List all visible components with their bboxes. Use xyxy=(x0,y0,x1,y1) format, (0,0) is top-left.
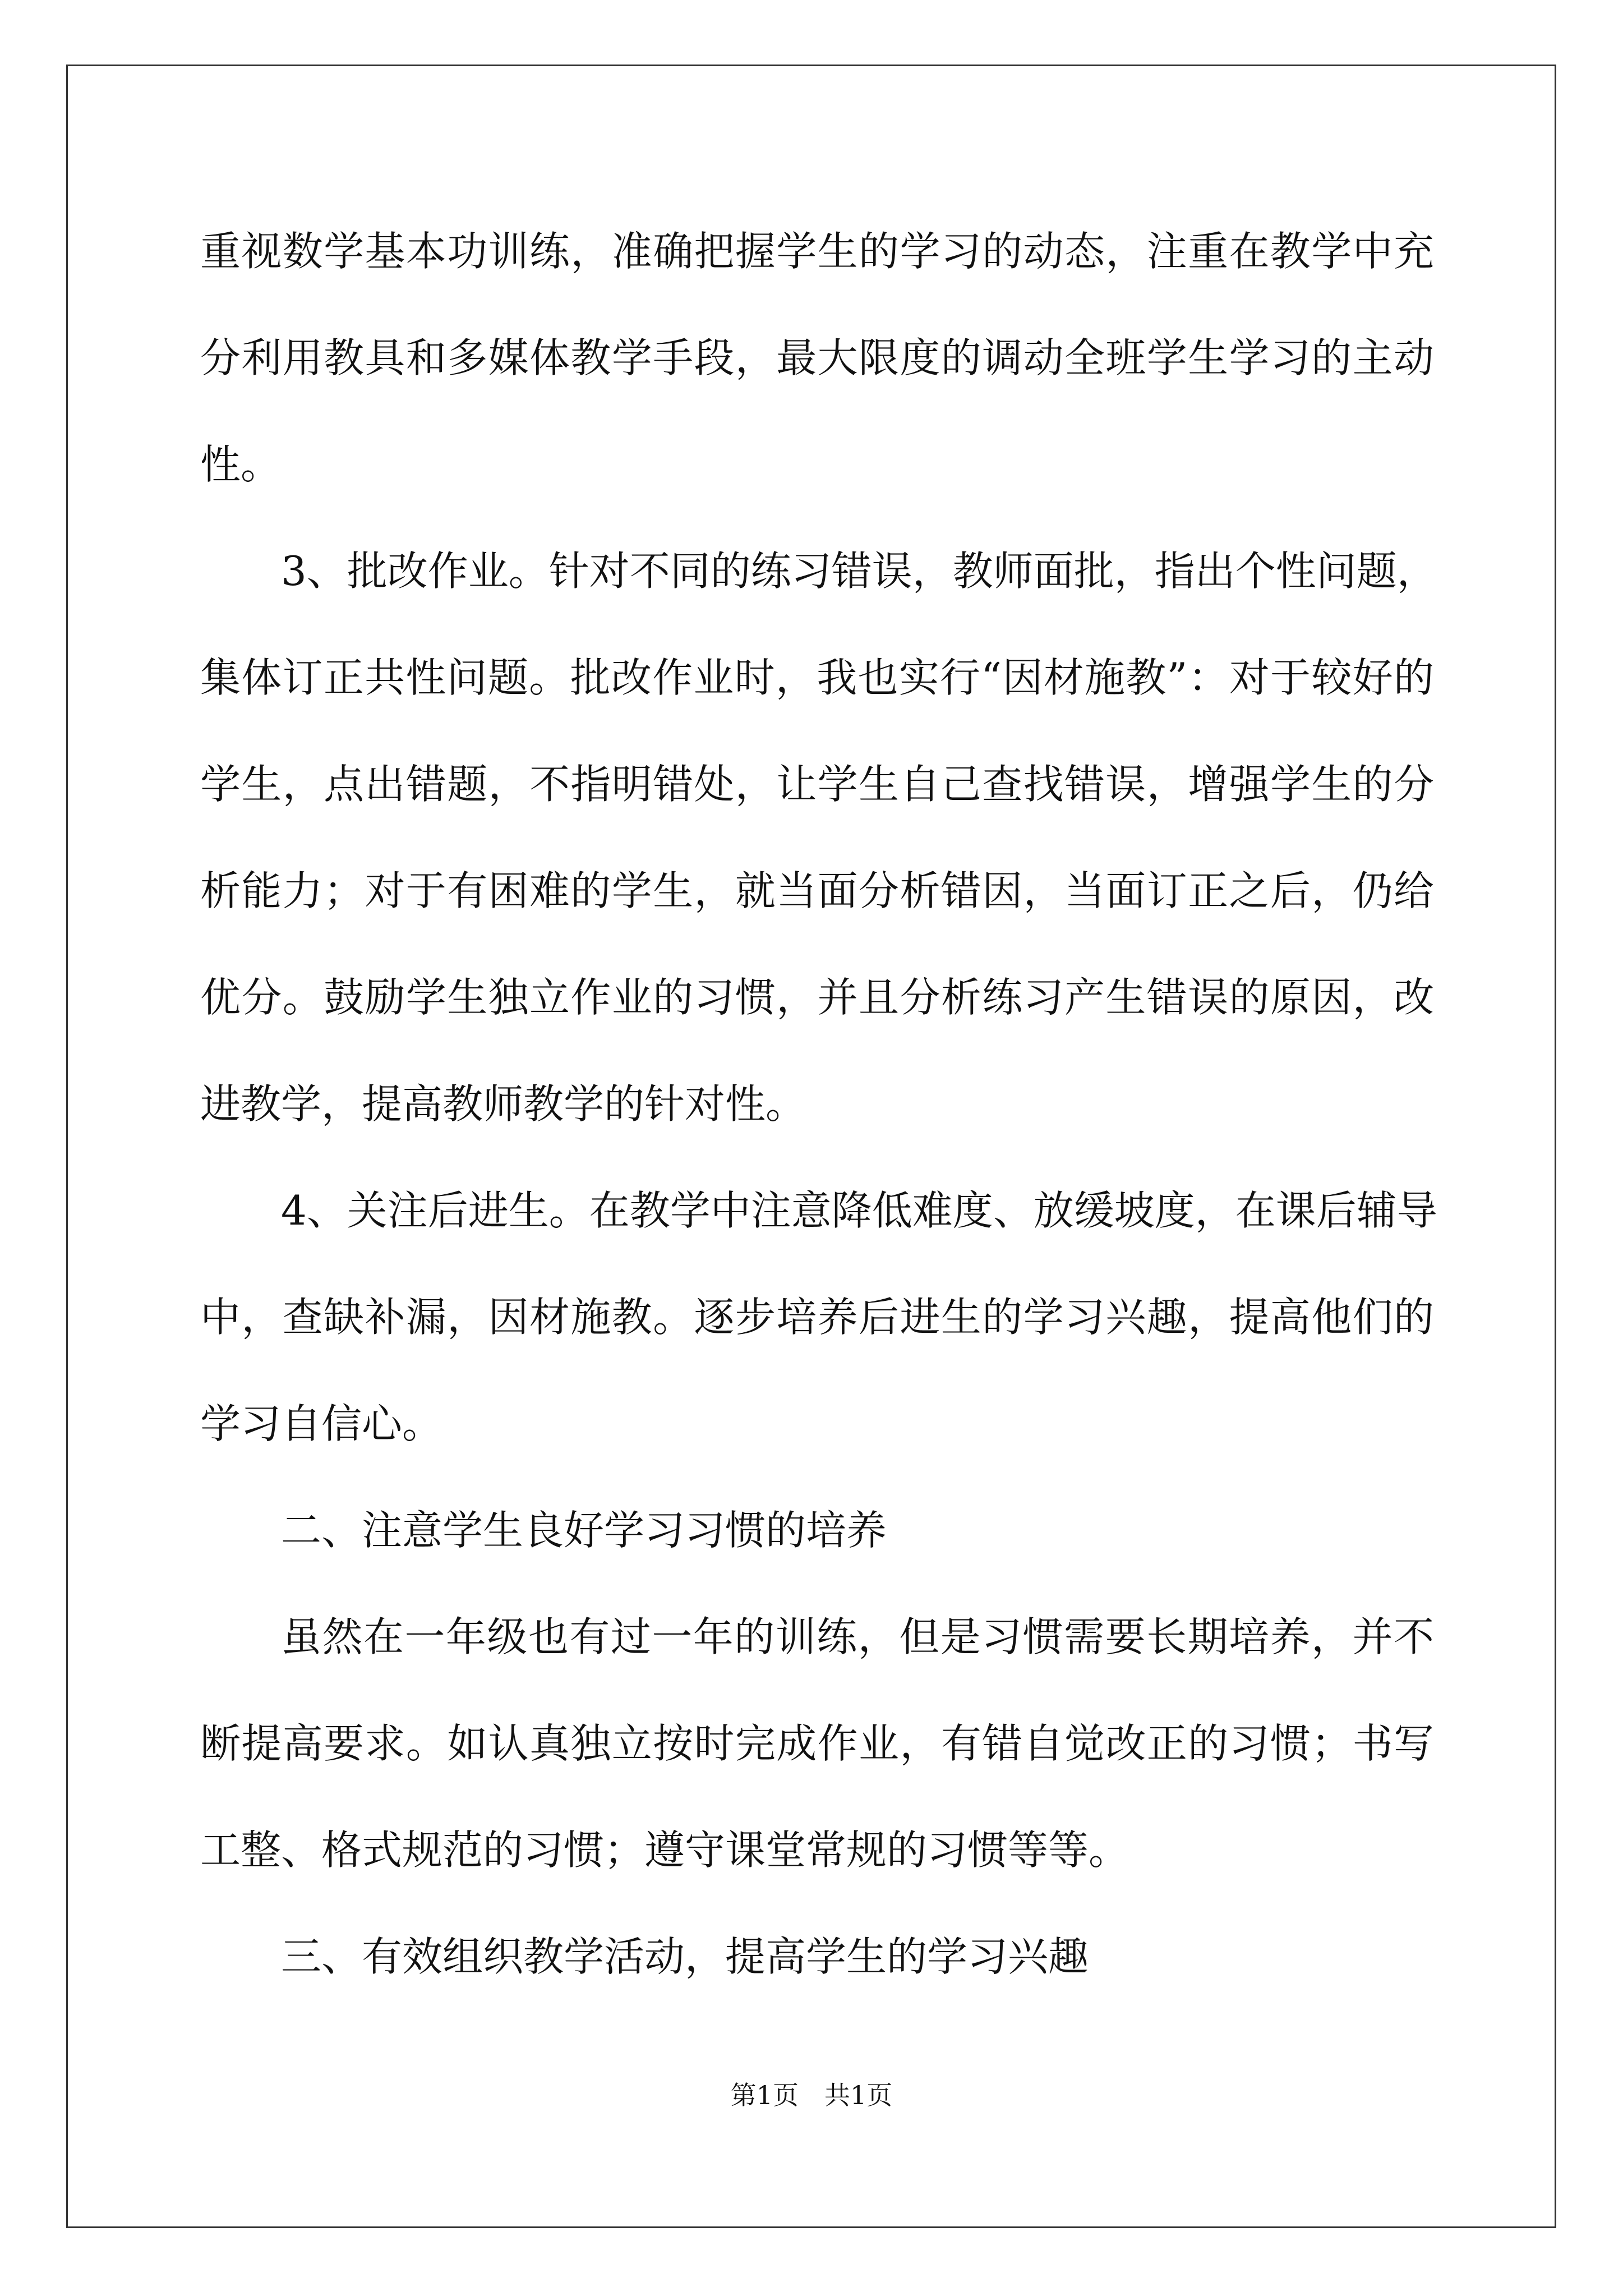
text-line-2: 分利用教具和多媒体教学手段，最大限度的调动全班学生学习的主动 xyxy=(200,334,1434,381)
text-line-3: 性。 xyxy=(200,441,282,488)
text-line-6: 学生，点出错题，不指明错处，让学生自己查找错误，增强学生的分 xyxy=(200,761,1434,808)
section-heading-3: 三、有效组织教学活动，提高学生的学习兴趣 xyxy=(281,1933,1089,1980)
text-line-10: 4、关注后进生。在教学中注意降低难度、放缓坡度，在课后辅导 xyxy=(281,1187,1437,1234)
page-number-current: 第1页 xyxy=(730,2080,799,2110)
section-heading-2: 二、注意学生良好学习习惯的培养 xyxy=(281,1507,887,1554)
text-line-12: 学习自信心。 xyxy=(200,1400,443,1447)
text-line-7: 析能力；对于有困难的学生，就当面分析错因，当面订正之后，仍给 xyxy=(200,867,1434,914)
page-footer xyxy=(0,2078,1623,2112)
text-line-11: 中，查缺补漏，因材施教。逐步培养后进生的学习兴趣，提高他们的 xyxy=(200,1294,1434,1341)
text-line-15: 断提高要求。如认真独立按时完成作业，有错自觉改正的习惯；书写 xyxy=(200,1720,1434,1767)
text-line-5: 集体订正共性问题。批改作业时，我也实行“因材施教”：对于较好的 xyxy=(200,654,1434,701)
text-line-14: 虽然在一年级也有过一年的训练，但是习惯需要长期培养，并不 xyxy=(281,1613,1434,1660)
text-line-1: 重视数学基本功训练，准确把握学生的学习的动态，注重在教学中充 xyxy=(200,228,1434,275)
text-line-9: 进教学，提高教师教学的针对性。 xyxy=(200,1080,806,1128)
page-number-total: 共1页 xyxy=(824,2080,893,2110)
text-line-4: 3、批改作业。针对不同的练习错误，教师面批，指出个性问题， xyxy=(281,547,1437,595)
text-line-8: 优分。鼓励学生独立作业的习惯，并且分析练习产生错误的原因，改 xyxy=(200,974,1434,1021)
text-line-16: 工整、格式规范的习惯；遵守课堂常规的习惯等等。 xyxy=(200,1826,1129,1874)
